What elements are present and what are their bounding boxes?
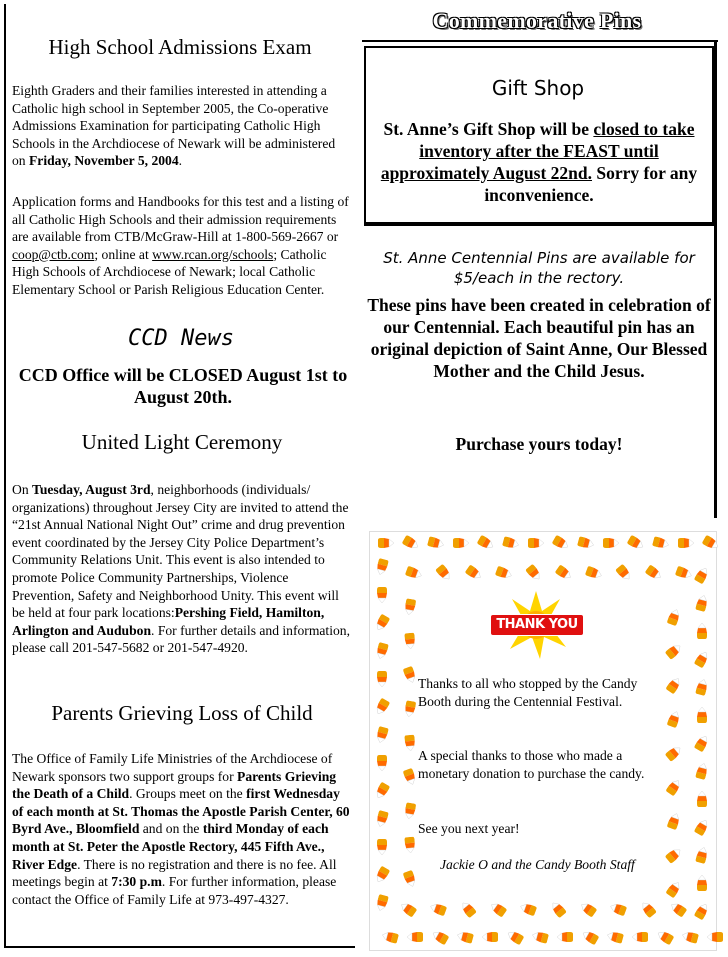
candy-corn-icon [506, 929, 525, 946]
candy-corn-icon [495, 566, 513, 581]
candy-corn-icon [697, 875, 707, 891]
candy-corn-icon [695, 846, 709, 864]
grieving-body: The Office of Family Life Ministries of the Archdiocese of Newark sponsors two support groups for Parents Grieving the Death of a Child. Groups meet on the first Wednesday of each month at St. Thomas the Apostle Parish Center, 60 Byrd Ave., Bloomfield and on the third Monday of each month at St. Peter the Apostle Rectory, 445 Fifth Ave., River Edge. There is no registration and there is no fee. All meetings begin at 7:30 p.m. For further information, please contact the Office of Family Life at 973-497-4327. [12, 751, 350, 907]
candy-corn-icon [407, 932, 423, 942]
candy-corn-icon [552, 535, 571, 552]
candy-corn-icon [579, 900, 598, 917]
candy-corn-icon [525, 564, 543, 583]
candy-corn-icon [695, 762, 709, 780]
candy-corn-icon [694, 566, 711, 585]
admissions-title: High School Admissions Exam [48, 35, 312, 59]
candy-corn-icon [456, 930, 474, 944]
email-link[interactable]: coop@ctb.com [12, 246, 95, 262]
candy-corn-icon [427, 536, 445, 550]
candy-corn-icon [405, 566, 423, 581]
candy-corn-icon [404, 700, 417, 717]
candy-corn-icon [694, 734, 711, 753]
candy-corn-icon [549, 900, 567, 919]
candy-corn-icon [678, 538, 694, 548]
candy-corn-icon [374, 698, 391, 717]
candy-corn-icon [435, 564, 453, 583]
candy-thanks-2: A special thanks to those who made a monetary donation to purchase the candy. [418, 748, 645, 781]
purchase-call-to-action: Purchase yours today! [455, 434, 623, 454]
candy-corn-icon [606, 930, 624, 944]
candy-corn-icon [581, 929, 600, 946]
candy-corn-icon [465, 564, 484, 581]
candy-corn-icon [694, 650, 711, 669]
candy-corn-icon [375, 558, 389, 576]
candy-corn-icon [502, 536, 520, 550]
candy-corn-icon [667, 812, 682, 830]
candy-corn-icon [615, 564, 633, 583]
candy-corn-icon [403, 768, 418, 786]
candy-signature: Jackie O and the Candy Booth Staff [440, 857, 635, 872]
candy-corn-icon [577, 536, 595, 550]
candy-corn-icon [665, 642, 684, 660]
thank-you-badge: THANK YOU [490, 614, 584, 636]
gift-shop-title: Gift Shop [491, 76, 585, 100]
candy-corn-icon [404, 735, 415, 752]
candy-corn-icon [489, 900, 508, 917]
candy-corn-icon [697, 791, 707, 807]
candy-corn-icon [403, 870, 418, 888]
ccd-news-title: CCD News [128, 326, 234, 351]
candy-corn-icon [375, 810, 389, 828]
candy-corn-icon [639, 900, 657, 919]
candy-corn-icon [585, 566, 603, 581]
candy-corn-icon [694, 818, 711, 837]
candy-corn-icon [632, 932, 648, 942]
candy-corn-icon [378, 538, 394, 548]
gift-shop-notice: St. Anne’s Gift Shop will be closed to take inventory after the FEAST until approximately August 22nd. Sorry for any inconvenience. [380, 119, 698, 205]
candy-corn-icon [459, 900, 477, 919]
candy-corn-icon [681, 930, 699, 944]
candy-corn-icon [374, 866, 391, 885]
candy-corn-icon [694, 902, 711, 921]
candy-corn-icon [702, 535, 721, 552]
candy-corn-icon [404, 633, 415, 650]
candy-corn-icon [404, 598, 417, 615]
light-ceremony-body: On Tuesday, August 3rd, neighborhoods (individuals/ organizations) throughout Jersey City are invited to attend the “21st Annual National Night Out” crime and drug prevention event coordinated by the Jersey City Police Department’s Community Relations Unit. This event is also intended to promote Police Community Partnerships, Violence Prevention, Safety and Neighborhood Unity. This event will be held at four park locations:Pershing Field, Hamilton, Arlington and Audubon. For further details and information, please call 201-547-5682 or 201-547-4920. [12, 482, 350, 656]
candy-corn-icon [555, 564, 574, 581]
candy-thanks-1: Thanks to all who stopped by the Candy Booth during the Centennial Festival. [418, 676, 638, 709]
pins-header-rule [362, 40, 718, 42]
candy-corn-icon [652, 536, 670, 550]
website-link[interactable]: www.rcan.org/schools [152, 246, 274, 262]
candy-corn-icon [381, 930, 399, 944]
candy-corn-icon [482, 932, 498, 942]
pins-availability: St. Anne Centennial Pins are available for $5/each in the rectory. [383, 249, 695, 287]
exam-date: Friday, November 5, 2004 [29, 153, 179, 169]
candy-corn-icon [374, 782, 391, 801]
candy-corn-icon [377, 839, 387, 855]
candy-corn-icon [697, 707, 707, 723]
candy-corn-icon [557, 932, 573, 942]
candy-corn-icon [707, 932, 723, 942]
candy-corn-icon [665, 880, 682, 899]
candy-corn-icon [477, 535, 496, 552]
candy-corn-icon [403, 666, 418, 684]
candy-corn-icon [675, 566, 693, 581]
admissions-paragraph-2: Application forms and Handbooks for this test and a listing of all Catholic High Schools and their admission requirements are available from CTB/McGraw-Hill at 1-800-569-2667 or coop@ctb.com; online at www.rcan.org/schools; Catholic High Schools of Archdiocese of Newark; local Catholic Elementary School or Parish Religious Education Center. [12, 194, 349, 297]
candy-corn-icon [375, 894, 389, 912]
candy-corn-icon [377, 755, 387, 771]
grieving-title: Parents Grieving Loss of Child [51, 701, 313, 725]
admissions-paragraph-1: Eighth Graders and their families interested in attending a Catholic high school in September 2005, the Co-operative Admissions Examination for participating Catholic High Schools in the Archdiocese of Newark will be administered on Friday, November 5, 2004. [12, 83, 336, 169]
candy-corn-icon [404, 802, 417, 819]
candy-corn-icon [402, 535, 421, 552]
candy-corn-icon [377, 671, 387, 687]
candy-corn-icon [431, 929, 450, 946]
candy-corn-icon [695, 678, 709, 696]
candy-corn-icon [603, 538, 619, 548]
commemorative-pins-header: Commemorative Pins [432, 8, 642, 33]
pins-description: These pins have been created in celebration of our Centennial. Each beautiful pin has an original depiction of Saint Anne, Our Blessed Mother and the Child Jesus. [367, 295, 711, 381]
candy-corn-icon [375, 726, 389, 744]
candy-corn-icon [667, 608, 682, 626]
candy-corn-icon [695, 594, 709, 612]
light-ceremony-title: United Light Ceremony [81, 430, 283, 454]
candy-corn-icon [609, 902, 627, 917]
candy-see-you: See you next year! [418, 821, 520, 836]
candy-corn-icon [531, 930, 549, 944]
candy-corn-icon [645, 564, 664, 581]
candy-corn-icon [399, 900, 418, 917]
candy-corn-icon [404, 837, 415, 854]
candy-corn-icon [627, 535, 646, 552]
candy-corn-icon [375, 642, 389, 660]
candy-corn-icon [697, 623, 707, 639]
ccd-closed-notice: CCD Office will be CLOSED August 1st to August 20th. [18, 365, 348, 407]
candy-corn-icon [519, 902, 537, 917]
candy-corn-icon [669, 900, 688, 917]
candy-corn-icon [528, 538, 544, 548]
candy-corn-icon [429, 902, 447, 917]
candy-corn-icon [667, 710, 682, 728]
candy-corn-icon [453, 538, 469, 548]
candy-corn-icon [656, 929, 675, 946]
candy-corn-icon [377, 587, 387, 603]
candy-corn-icon [374, 614, 391, 633]
